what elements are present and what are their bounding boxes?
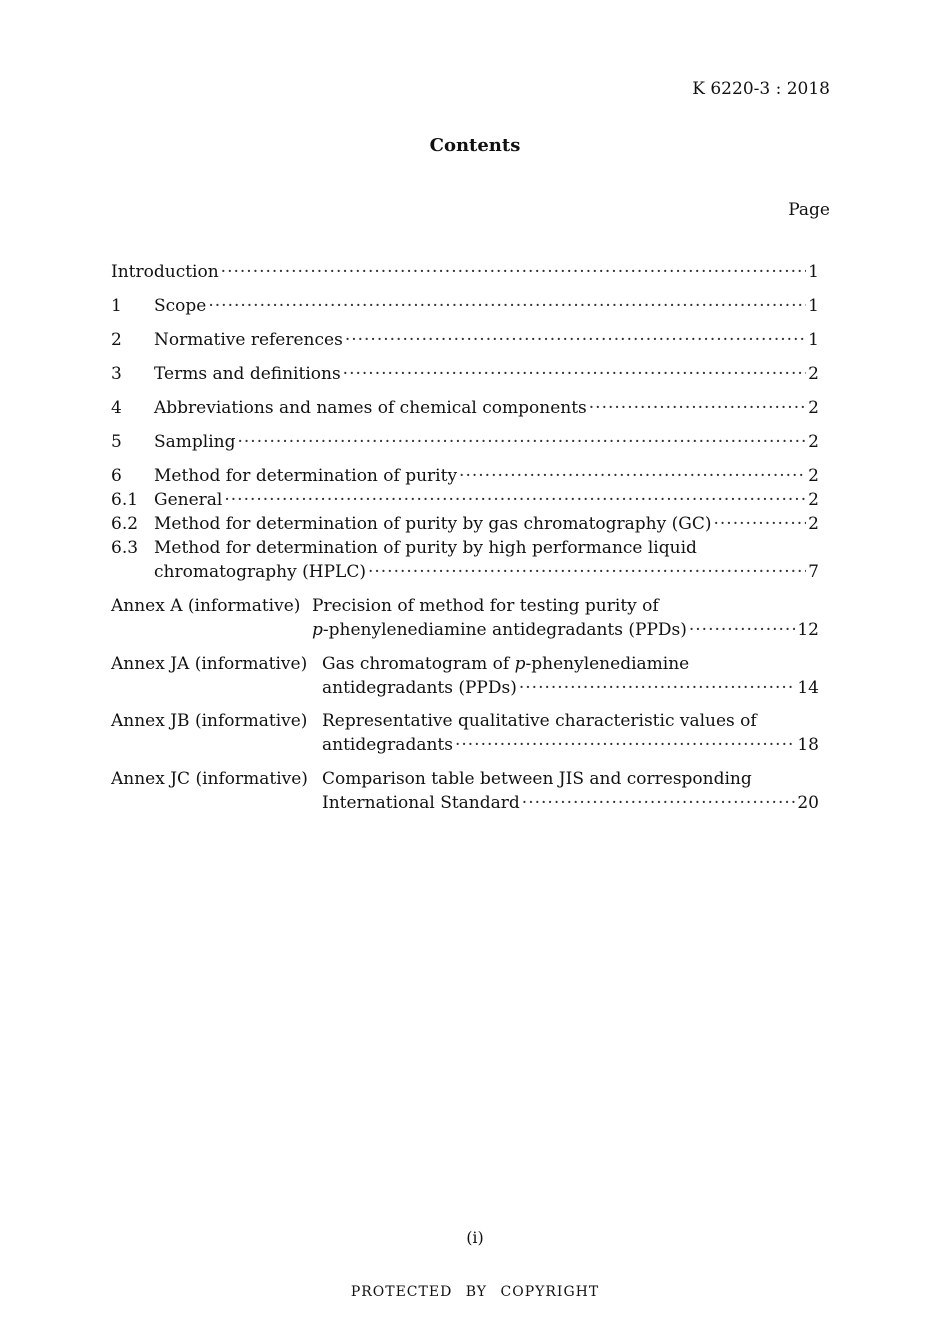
dot-leader — [519, 676, 795, 700]
italic-prefix: p — [312, 620, 323, 640]
toc-entry-text: Method for determination of purity — [154, 466, 458, 486]
toc-entry-sampling[interactable] — [111, 430, 819, 454]
dot-leader — [459, 464, 806, 488]
toc-entry-text — [322, 652, 689, 676]
dot-leader — [455, 733, 795, 757]
annex-label: Annex A (informative) — [111, 596, 301, 616]
dot-leader — [343, 362, 807, 386]
dot-leader — [208, 294, 806, 318]
toc-page-number: 1 — [808, 262, 819, 282]
annex-label: Annex JA (informative) — [111, 654, 308, 674]
toc-entry-text: Precision of method for testing purity of — [312, 596, 659, 616]
toc-entry-text: Method for determination of purity by high performance liquid — [154, 538, 697, 558]
toc-entry-text-continued: International Standard — [322, 793, 520, 813]
toc-entry-text: Method for determination of purity by gas chromatography (GC) — [154, 514, 712, 534]
toc-entry-text: General — [154, 490, 223, 510]
dot-leader — [368, 560, 806, 584]
toc-page-number: 18 — [797, 735, 819, 755]
toc-page-number: 7 — [808, 562, 819, 582]
toc-entry-text: Normative references — [154, 330, 343, 350]
toc-page-number: 2 — [808, 514, 819, 534]
toc-section-number: 3 — [111, 364, 122, 384]
page-column-heading: Page — [788, 200, 830, 220]
toc-page-number: 14 — [797, 678, 819, 698]
toc-section-number: 5 — [111, 432, 122, 452]
toc-page-number: 2 — [808, 398, 819, 418]
toc-entry-text: Abbreviations and names of chemical components — [154, 398, 587, 418]
toc-entry-text-prefix: Gas chromatogram of — [322, 654, 515, 674]
toc-section-number: 4 — [111, 398, 122, 418]
dot-leader — [238, 430, 807, 454]
toc-entry-text: Representative qualitative characteristic values of — [322, 711, 757, 731]
dot-leader — [589, 396, 806, 420]
toc-entry-hplc-method[interactable] — [111, 536, 819, 584]
toc-entry-text: Terms and definitions — [154, 364, 341, 384]
document-id: K 6220-3 : 2018 — [692, 79, 830, 99]
toc-entry-text: Scope — [154, 296, 207, 316]
toc-page-number: 2 — [808, 466, 819, 486]
toc-page-number: 2 — [808, 364, 819, 384]
toc-page-number: 1 — [808, 330, 819, 350]
toc-entry-terms-and-definitions[interactable] — [111, 362, 819, 386]
toc-entry-method-purity[interactable] — [111, 464, 819, 488]
toc-section-number: 2 — [111, 330, 122, 350]
annex-label: Annex JB (informative) — [111, 711, 308, 731]
toc-entry-scope[interactable] — [111, 294, 819, 318]
dot-leader — [713, 512, 806, 536]
toc-page-number: 1 — [808, 296, 819, 316]
toc-entry-gc-method[interactable] — [111, 512, 819, 536]
copyright-word: BY — [465, 1284, 488, 1300]
toc-section-number: 1 — [111, 296, 122, 316]
toc-entry-annex-ja[interactable] — [111, 652, 819, 700]
toc-page-number: 20 — [797, 793, 819, 813]
toc-entry-text-continued: chromatography (HPLC) — [154, 562, 366, 582]
toc-entry-introduction[interactable] — [111, 260, 819, 284]
page-number: (i) — [466, 1228, 484, 1247]
dot-leader — [522, 791, 796, 815]
toc-entry-general[interactable] — [111, 488, 819, 512]
copyright-word: PROTECTED — [350, 1284, 453, 1300]
toc-entry-annex-jb[interactable] — [111, 709, 819, 757]
toc-entry-text-suffix: -phenylenediamine — [525, 654, 690, 674]
dot-leader — [224, 488, 806, 512]
copyright-notice — [0, 1284, 950, 1300]
italic-prefix: p — [514, 654, 526, 674]
toc-entry-text-continued: antidegradants (PPDs) — [322, 678, 517, 698]
page-title: Contents — [429, 135, 521, 156]
toc-section-number: 6.2 — [111, 514, 139, 534]
toc-entry-text: Introduction — [111, 262, 219, 282]
toc-entry-text-continued — [312, 618, 687, 642]
toc-page-number: 2 — [808, 490, 819, 510]
toc-entry-annex-jc[interactable] — [111, 767, 819, 815]
toc-section-number: 6.1 — [111, 490, 139, 510]
dot-leader — [689, 618, 795, 642]
dot-leader — [221, 260, 807, 284]
toc-entry-normative-references[interactable] — [111, 328, 819, 352]
toc-entry-text-rest: -phenylenediamine antidegradants (PPDs) — [322, 620, 687, 640]
copyright-word: COPYRIGHT — [500, 1284, 600, 1300]
toc-entry-abbreviations[interactable] — [111, 396, 819, 420]
toc-page-number: 2 — [808, 432, 819, 452]
toc-section-number: 6.3 — [111, 538, 139, 558]
toc-entry-text: Sampling — [154, 432, 236, 452]
dot-leader — [345, 328, 806, 352]
toc-page-number: 12 — [797, 620, 819, 640]
toc-entry-annex-a[interactable] — [111, 594, 819, 642]
toc-entry-text: Comparison table between JIS and corresponding — [322, 769, 752, 789]
toc-section-number: 6 — [111, 466, 122, 486]
annex-label: Annex JC (informative) — [111, 769, 308, 789]
toc-entry-text-continued: antidegradants — [322, 735, 453, 755]
